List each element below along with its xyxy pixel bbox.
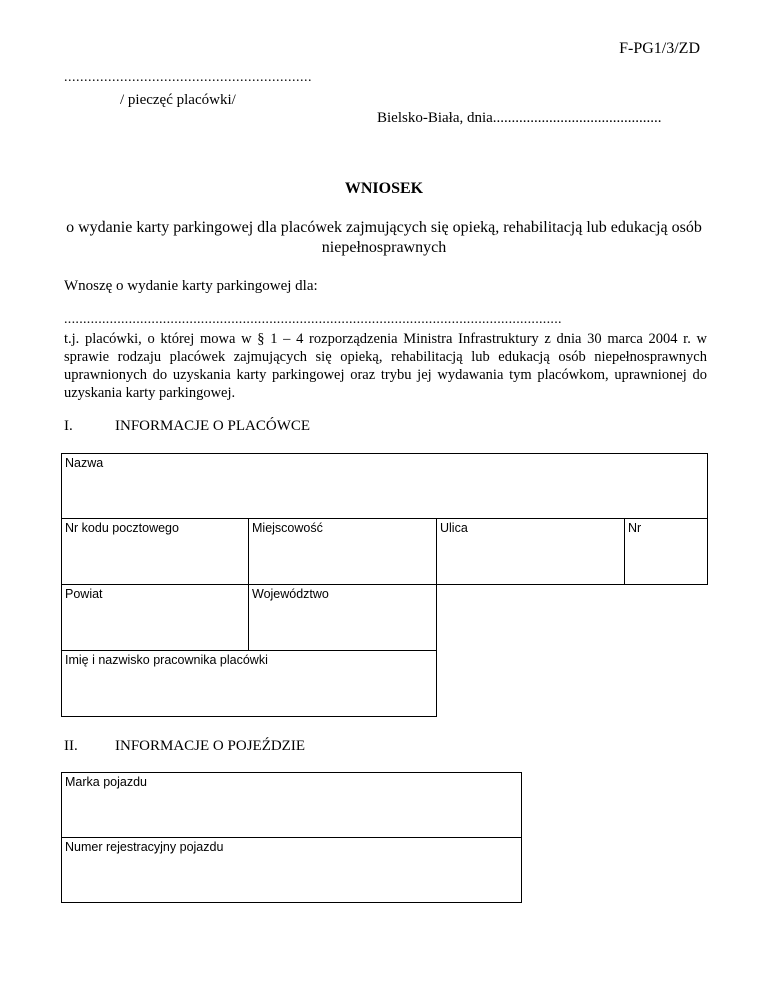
field-postal-code[interactable] [61, 518, 249, 585]
field-employee-label: Imię i nazwisko pracownika placówki [65, 653, 268, 667]
field-street-label: Ulica [440, 521, 468, 535]
field-vehicle-brand[interactable] [61, 772, 522, 838]
date-line: Bielsko-Biała, dnia............................................. [377, 110, 662, 126]
field-voivodeship-label: Województwo [252, 587, 329, 601]
form-code: F-PG1/3/ZD [619, 40, 700, 57]
section-2-number: II. [64, 738, 78, 754]
request-line: Wnoszę o wydanie karty parkingowej dla: [64, 278, 318, 294]
field-vehicle-brand-label: Marka pojazdu [65, 775, 147, 789]
field-registration-number[interactable] [61, 837, 522, 903]
field-registration-number-label: Numer rejestracyjny pojazdu [65, 840, 224, 854]
field-city-label: Miejscowość [252, 521, 323, 535]
legal-paragraph: t.j. placówki, o której mowa w § 1 – 4 rozporządzenia Ministra Infrastruktury z dnia 30 marca 2004 r. w sprawie rodzaju placówek zajmujących się opieką, rehabilitacją lub edukacją osób niepełnosprawnych uprawnionych do uzyskania karty parkingowej oraz trybu jej wydawania tym placówkom, uprawnionej do uzyskania karty parkingowej. [64, 331, 707, 401]
field-employee[interactable] [61, 650, 437, 717]
stamp-label: / pieczęć placówki/ [120, 92, 236, 108]
field-street[interactable] [436, 518, 625, 585]
section-1-title: INFORMACJE O PLACÓWCE [115, 418, 311, 434]
field-county-label: Powiat [65, 587, 103, 601]
field-name-label: Nazwa [65, 456, 104, 470]
field-city[interactable] [248, 518, 437, 585]
document-title: WNIOSEK [344, 180, 424, 197]
section-1-number: I. [64, 418, 73, 434]
field-number-label: Nr [628, 521, 642, 535]
field-voivodeship[interactable] [248, 584, 437, 651]
facility-dotted-line: ................................................................................................................................... [64, 312, 562, 327]
section-2-title: INFORMACJE O POJEŹDZIE [115, 738, 306, 754]
document-subtitle: o wydanie karty parkingowej dla placówek zajmujących się opieką, rehabilitacją lub edukacją osób niepełnosprawnych [66, 219, 702, 256]
field-postal-code-label: Nr kodu pocztowego [65, 521, 179, 535]
field-county[interactable] [61, 584, 249, 651]
field-name[interactable] [61, 453, 708, 519]
stamp-dotted-line: .............................................................. [64, 70, 312, 85]
field-number[interactable] [624, 518, 708, 585]
